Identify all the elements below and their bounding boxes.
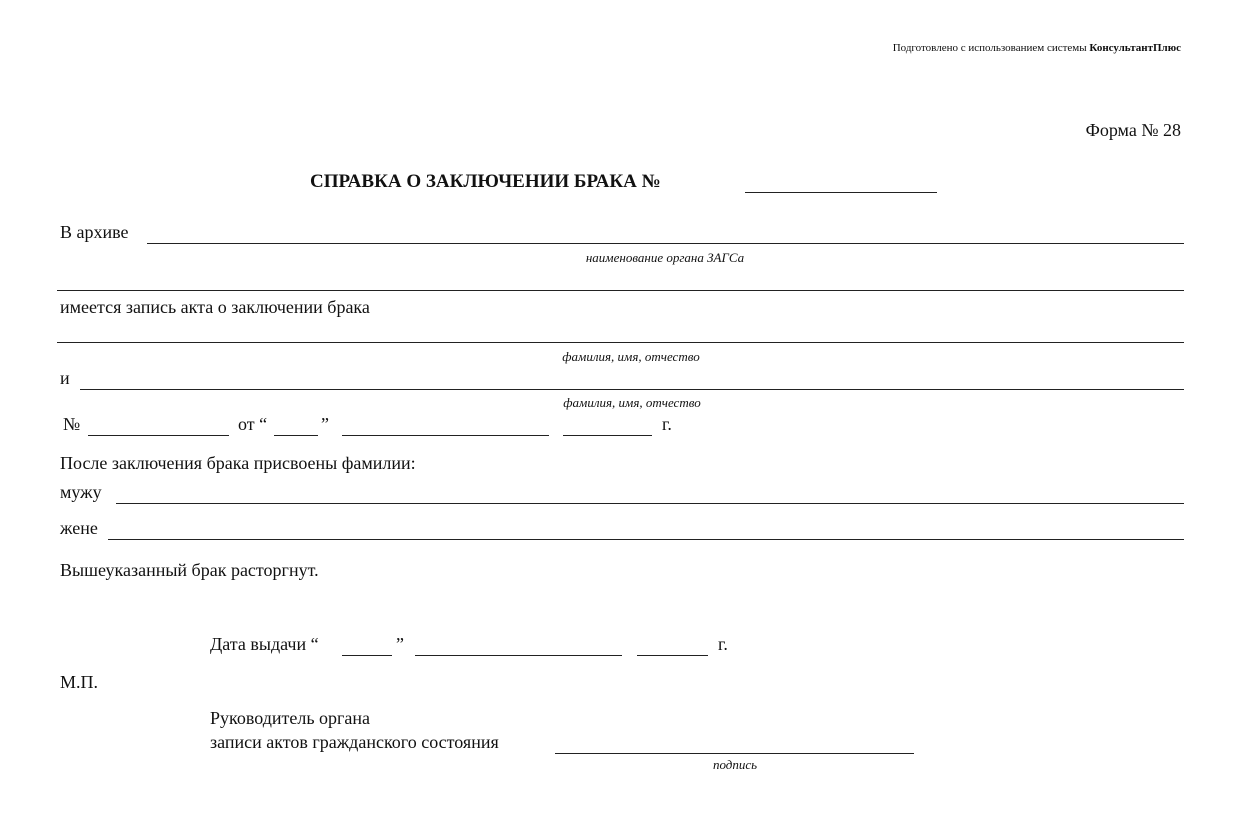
divorced-note: Вышеуказанный брак расторгнут.	[60, 560, 319, 580]
spouse1-field[interactable]	[57, 342, 1184, 343]
issue-day-field[interactable]	[342, 655, 392, 656]
archive-field[interactable]	[147, 243, 1184, 244]
record-number-field[interactable]	[88, 435, 229, 436]
head-label-2: записи актов гражданского состояния	[210, 732, 499, 752]
issue-month-field[interactable]	[415, 655, 622, 656]
and-label: и	[60, 368, 70, 388]
surnames-label: После заключения брака присвоены фамилии:	[60, 453, 416, 473]
issue-year-label: г.	[718, 634, 728, 654]
signature-caption: подпись	[712, 757, 758, 772]
signature-field[interactable]	[555, 753, 914, 754]
archive-caption: наименование органа ЗАГСа	[585, 250, 745, 265]
prepared-note	[893, 41, 1181, 55]
from-label: от “	[238, 414, 268, 434]
certificate-number-field[interactable]	[745, 192, 937, 193]
wife-surname-field[interactable]	[108, 539, 1184, 540]
spouse2-field[interactable]	[80, 389, 1184, 390]
number-label: №	[63, 414, 81, 434]
brand-name: КонсультантПлюс	[1089, 42, 1181, 54]
archive-field-continued[interactable]	[57, 290, 1184, 291]
stamp-label: М.П.	[60, 672, 99, 692]
form-number: Форма № 28	[1085, 120, 1181, 140]
issue-year-field[interactable]	[637, 655, 708, 656]
issue-close-quote: ”	[396, 634, 404, 654]
close-quote: ”	[321, 414, 329, 434]
year-label: г.	[662, 414, 672, 434]
head-label-1: Руководитель органа	[210, 708, 371, 728]
wife-label: жене	[60, 518, 98, 538]
document-title: СПРАВКА О ЗАКЛЮЧЕНИИ БРАКА №	[310, 171, 661, 192]
husband-surname-field[interactable]	[116, 503, 1184, 504]
archive-label: В архиве	[60, 222, 129, 242]
record-label: имеется запись акта о заключении брака	[60, 297, 370, 317]
record-month-field[interactable]	[342, 435, 549, 436]
spouse1-caption: фамилия, имя, отчество	[562, 349, 700, 364]
prepared-note-text: Подготовлено с использованием системы	[892, 42, 1087, 54]
record-day-field[interactable]	[274, 435, 318, 436]
record-year-field[interactable]	[563, 435, 652, 436]
spouse2-caption: фамилия, имя, отчество	[563, 395, 701, 410]
husband-label: мужу	[60, 482, 102, 502]
issue-date-label: Дата выдачи “	[210, 634, 319, 654]
